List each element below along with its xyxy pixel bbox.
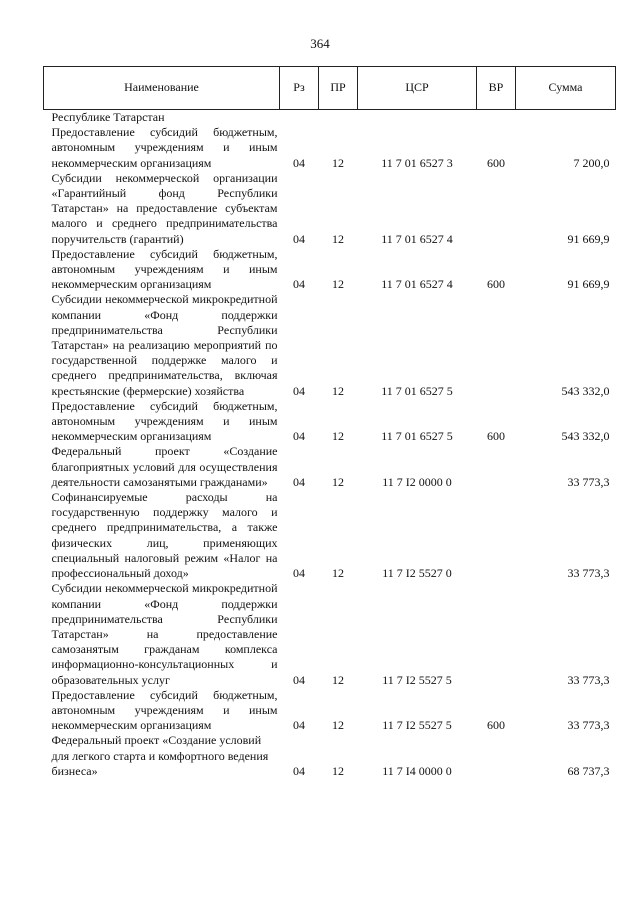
row-sum: 33 773,3 [567, 566, 610, 581]
row-rz: 04 [293, 277, 305, 292]
row-vr: 600 [487, 718, 505, 733]
row-name: Субсидии некоммерческой микрокредитной компании «Фонд поддержки предпринимательства Республики Татарстан» на предоставление самозанятым гражданам комплекса информационно-консультационных и образовательных услуг [51, 581, 278, 687]
row-sum: 7 200,0 [573, 155, 610, 170]
row-vr: 600 [487, 155, 505, 170]
row-rz: 04 [293, 672, 305, 687]
row-name: Субсидии некоммерческой организации «Гарантийный фонд Республики Татарстан» на предоставление субъектам малого и среднего предпринимательства поручительств (гарантий) [51, 170, 278, 246]
row-rz: 04 [293, 231, 305, 246]
row-pr: 12 [332, 672, 344, 687]
row-pr [319, 110, 358, 126]
row-csr: 11 7 I4 0000 0 [382, 763, 452, 778]
row-csr: 11 7 I2 5527 5 [382, 672, 452, 687]
row-pr: 12 [332, 155, 344, 170]
row-name: Федеральный проект «Создание благоприятных условий для осуществления деятельности самозанятыми гражданами» [51, 444, 278, 489]
row-pr: 12 [332, 718, 344, 733]
row-pr: 12 [332, 231, 344, 246]
row-csr: 11 7 I2 0000 0 [382, 474, 452, 489]
table-row [44, 292, 616, 398]
row-sum: 543 332,0 [561, 383, 610, 398]
row-rz: 04 [293, 474, 305, 489]
row-rz [280, 110, 319, 126]
table-row [44, 125, 616, 171]
row-rz: 04 [293, 383, 305, 398]
table-header [44, 67, 616, 110]
row-sum: 33 773,3 [567, 718, 610, 733]
column-header-pr: ПР [319, 67, 358, 110]
row-vr [477, 292, 516, 398]
row-rz: 04 [293, 155, 305, 170]
column-header-csr: ЦСР [358, 67, 477, 110]
row-rz: 04 [293, 763, 305, 778]
row-vr: 600 [487, 277, 505, 292]
table-row [44, 444, 616, 490]
row-pr: 12 [332, 429, 344, 444]
row-vr [477, 581, 516, 687]
row-vr [477, 490, 516, 581]
row-csr [358, 110, 477, 126]
page-number: 364 [310, 36, 330, 51]
row-pr: 12 [332, 474, 344, 489]
row-csr: 11 7 01 6527 5 [381, 429, 453, 444]
row-pr: 12 [332, 383, 344, 398]
table-row [44, 581, 616, 687]
row-sum: 91 669,9 [567, 231, 610, 246]
table-body [44, 110, 616, 779]
row-rz: 04 [293, 718, 305, 733]
row-name: Предоставление субсидий бюджетным, автономным учреждениям и иным некоммерческим организациям [51, 125, 278, 170]
column-header-sum: Сумма [516, 67, 616, 110]
row-name: Предоставление субсидий бюджетным, автономным учреждениям и иным некоммерческим организациям [51, 398, 278, 444]
row-csr: 11 7 01 6527 4 [381, 231, 453, 246]
row-name: Республике Татарстан [51, 110, 165, 124]
row-name: Предоставление субсидий бюджетным, автономным учреждениям и иным некоммерческим организациям [51, 687, 278, 733]
row-sum [516, 110, 616, 126]
table-row [44, 171, 616, 247]
row-vr [477, 733, 516, 779]
row-name: Софинансируемые расходы на государственную поддержку малого и среднего предпринимательства, а также физических лиц, применяющих специальный налоговый режим «Налог на профессиональный доход» [51, 490, 278, 581]
row-csr: 11 7 I2 5527 0 [382, 566, 452, 581]
row-csr: 11 7 01 6527 3 [381, 155, 453, 170]
column-header-vr: ВР [477, 67, 516, 110]
row-csr: 11 7 01 6527 4 [381, 277, 453, 292]
row-vr [477, 171, 516, 247]
row-rz: 04 [293, 566, 305, 581]
row-vr [477, 110, 516, 126]
row-csr: 11 7 01 6527 5 [381, 383, 453, 398]
row-sum: 68 737,3 [567, 763, 610, 778]
table-row [44, 399, 616, 445]
row-vr: 600 [487, 429, 505, 444]
row-sum: 33 773,3 [567, 672, 610, 687]
row-vr [477, 444, 516, 490]
row-sum: 91 669,9 [567, 277, 610, 292]
row-sum: 33 773,3 [567, 474, 610, 489]
column-header-rz: Рз [280, 67, 319, 110]
row-name: Субсидии некоммерческой микрокредитной компании «Фонд поддержки предпринимательства Республики Татарстан» на реализацию мероприятий по государственной поддержке малого и среднего предпринимательства, включая крестьянские (фермерские) хозяйства [51, 292, 278, 398]
row-name: Федеральный проект «Создание условий для легкого старта и комфортного ведения бизнеса» [51, 733, 269, 778]
table-row [44, 688, 616, 734]
row-sum: 543 332,0 [561, 429, 610, 444]
row-pr: 12 [332, 566, 344, 581]
row-csr: 11 7 I2 5527 5 [382, 718, 452, 733]
table-row [44, 110, 616, 126]
row-rz: 04 [293, 429, 305, 444]
table-row [44, 733, 616, 779]
table-row [44, 247, 616, 293]
budget-table [43, 66, 616, 779]
column-header-name: Наименование [44, 67, 280, 110]
row-name: Предоставление субсидий бюджетным, автономным учреждениям и иным некоммерческим организациям [51, 246, 278, 292]
row-pr: 12 [332, 277, 344, 292]
table-row [44, 490, 616, 581]
row-pr: 12 [332, 763, 344, 778]
